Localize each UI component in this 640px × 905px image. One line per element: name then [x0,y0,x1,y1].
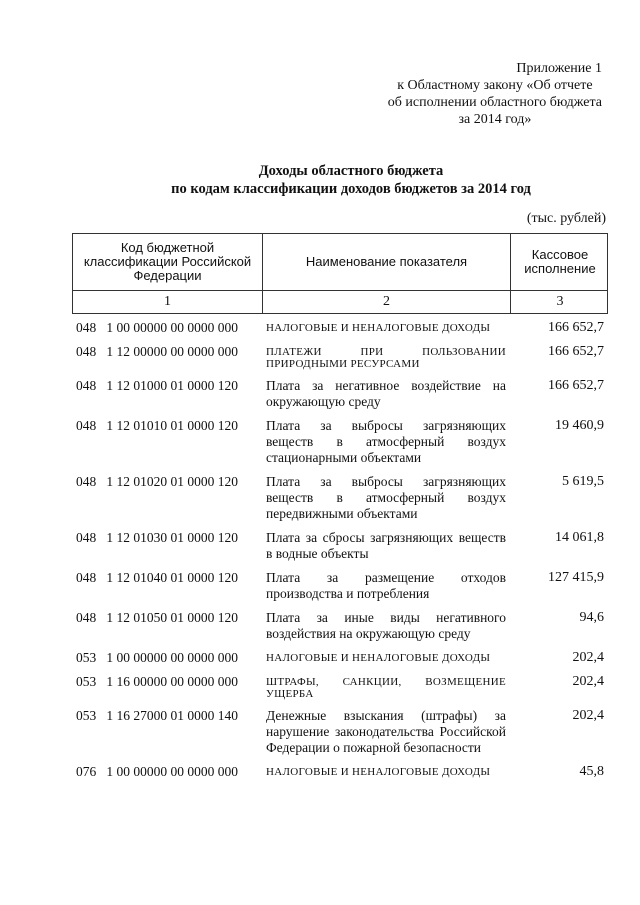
table-row [72,474,608,522]
header-code: Код бюджетной классификации Российской Федерации [73,234,263,290]
table-row [72,378,608,410]
budget-code: 048 1 12 01040 01 0000 120 [76,570,238,585]
cash-execution-value: 127 415,9 [548,570,604,585]
budget-code: 048 1 12 01050 01 0000 120 [76,610,238,625]
header-value: Кассовое исполнение [524,247,596,276]
table-row [72,570,608,602]
indicator-name: ПЛАТЕЖИ ПРИ ПОЛЬЗОВАНИИ ПРИРОДНЫМИ РЕСУРСАМИ [266,346,506,370]
table-row [72,610,608,642]
column-number: 3 [556,294,564,309]
indicator-name: Плата за выбросы загрязняющих веществ в атмосферный воздух передвижными объектами [266,474,506,521]
cash-execution-value: 94,6 [579,610,604,625]
indicator-name: НАЛОГОВЫЕ И НЕНАЛОГОВЫЕ ДОХОДЫ [266,322,491,334]
appendix-line: об исполнении областного бюджета [387,95,602,110]
budget-code: 048 1 12 01020 01 0000 120 [76,474,238,489]
indicator-name: НАЛОГОВЫЕ И НЕНАЛОГОВЫЕ ДОХОДЫ [266,652,491,664]
budget-code: 053 1 16 00000 00 0000 000 [76,674,238,689]
indicator-name: Плата за размещение отходов производства и потребления [266,570,506,601]
cash-execution-value: 45,8 [579,764,604,779]
table-row [72,418,608,466]
cash-execution-value: 19 460,9 [555,418,604,433]
budget-code: 048 1 12 01030 01 0000 120 [76,530,238,545]
column-numbers [72,291,608,314]
cash-execution-value: 202,4 [572,650,604,665]
revenue-table [72,233,608,788]
cash-execution-value: 14 061,8 [555,530,604,545]
appendix-line: за 2014 год» [458,112,532,127]
table-body [72,320,608,780]
header-name: Наименование показателя [263,234,511,290]
budget-code: 053 1 16 27000 01 0000 140 [76,708,238,723]
table-header [72,233,608,291]
table-row [72,650,608,666]
title-line-2: по кодам классификации доходов бюджетов за 2014 год [171,181,531,197]
indicator-name: НАЛОГОВЫЕ И НЕНАЛОГОВЫЕ ДОХОДЫ [266,766,491,778]
appendix-note [388,60,602,128]
cash-execution-value: 166 652,7 [548,344,604,359]
appendix-line: Приложение 1 [516,61,602,76]
indicator-name: Плата за иные виды негативного воздействия на окружающую среду [266,610,506,641]
cash-execution-value: 202,4 [572,674,604,689]
budget-code: 053 1 00 00000 00 0000 000 [76,650,238,665]
unit-label: (тыс. рублей) [526,211,606,226]
table-row [72,764,608,780]
indicator-name: Плата за сбросы загрязняющих веществ в водные объекты [266,530,506,561]
indicator-name: Плата за негативное воздействие на окружающую среду [266,378,506,409]
cash-execution-value: 166 652,7 [548,320,604,335]
budget-code: 048 1 12 00000 00 0000 000 [76,344,238,359]
cash-execution-value: 166 652,7 [548,378,604,393]
table-row [72,320,608,336]
table-row [72,530,608,562]
budget-code: 076 1 00 00000 00 0000 000 [76,764,238,779]
column-number: 2 [263,291,511,313]
indicator-name: ШТРАФЫ, САНКЦИИ, ВОЗМЕЩЕНИЕ УЩЕРБА [266,676,506,700]
indicator-name: Плата за выбросы загрязняющих веществ в атмосферный воздух стационарными объектами [266,418,506,465]
appendix-line: к Областному закону «Об отчете [397,78,593,93]
cash-execution-value: 202,4 [572,708,604,723]
table-row [72,674,608,700]
budget-code: 048 1 00 00000 00 0000 000 [76,320,238,335]
title-line-1: Доходы областного бюджета [258,163,444,179]
cash-execution-value: 5 619,5 [562,474,604,489]
budget-code: 048 1 12 01000 01 0000 120 [76,378,238,393]
indicator-name: Денежные взыскания (штрафы) за нарушение законодательства Российской Федерации о пожарной безопасности [266,708,506,755]
budget-code: 048 1 12 01010 01 0000 120 [76,418,238,433]
table-row [72,708,608,756]
document-title [0,162,640,198]
table-row [72,344,608,370]
column-number: 1 [73,291,263,313]
